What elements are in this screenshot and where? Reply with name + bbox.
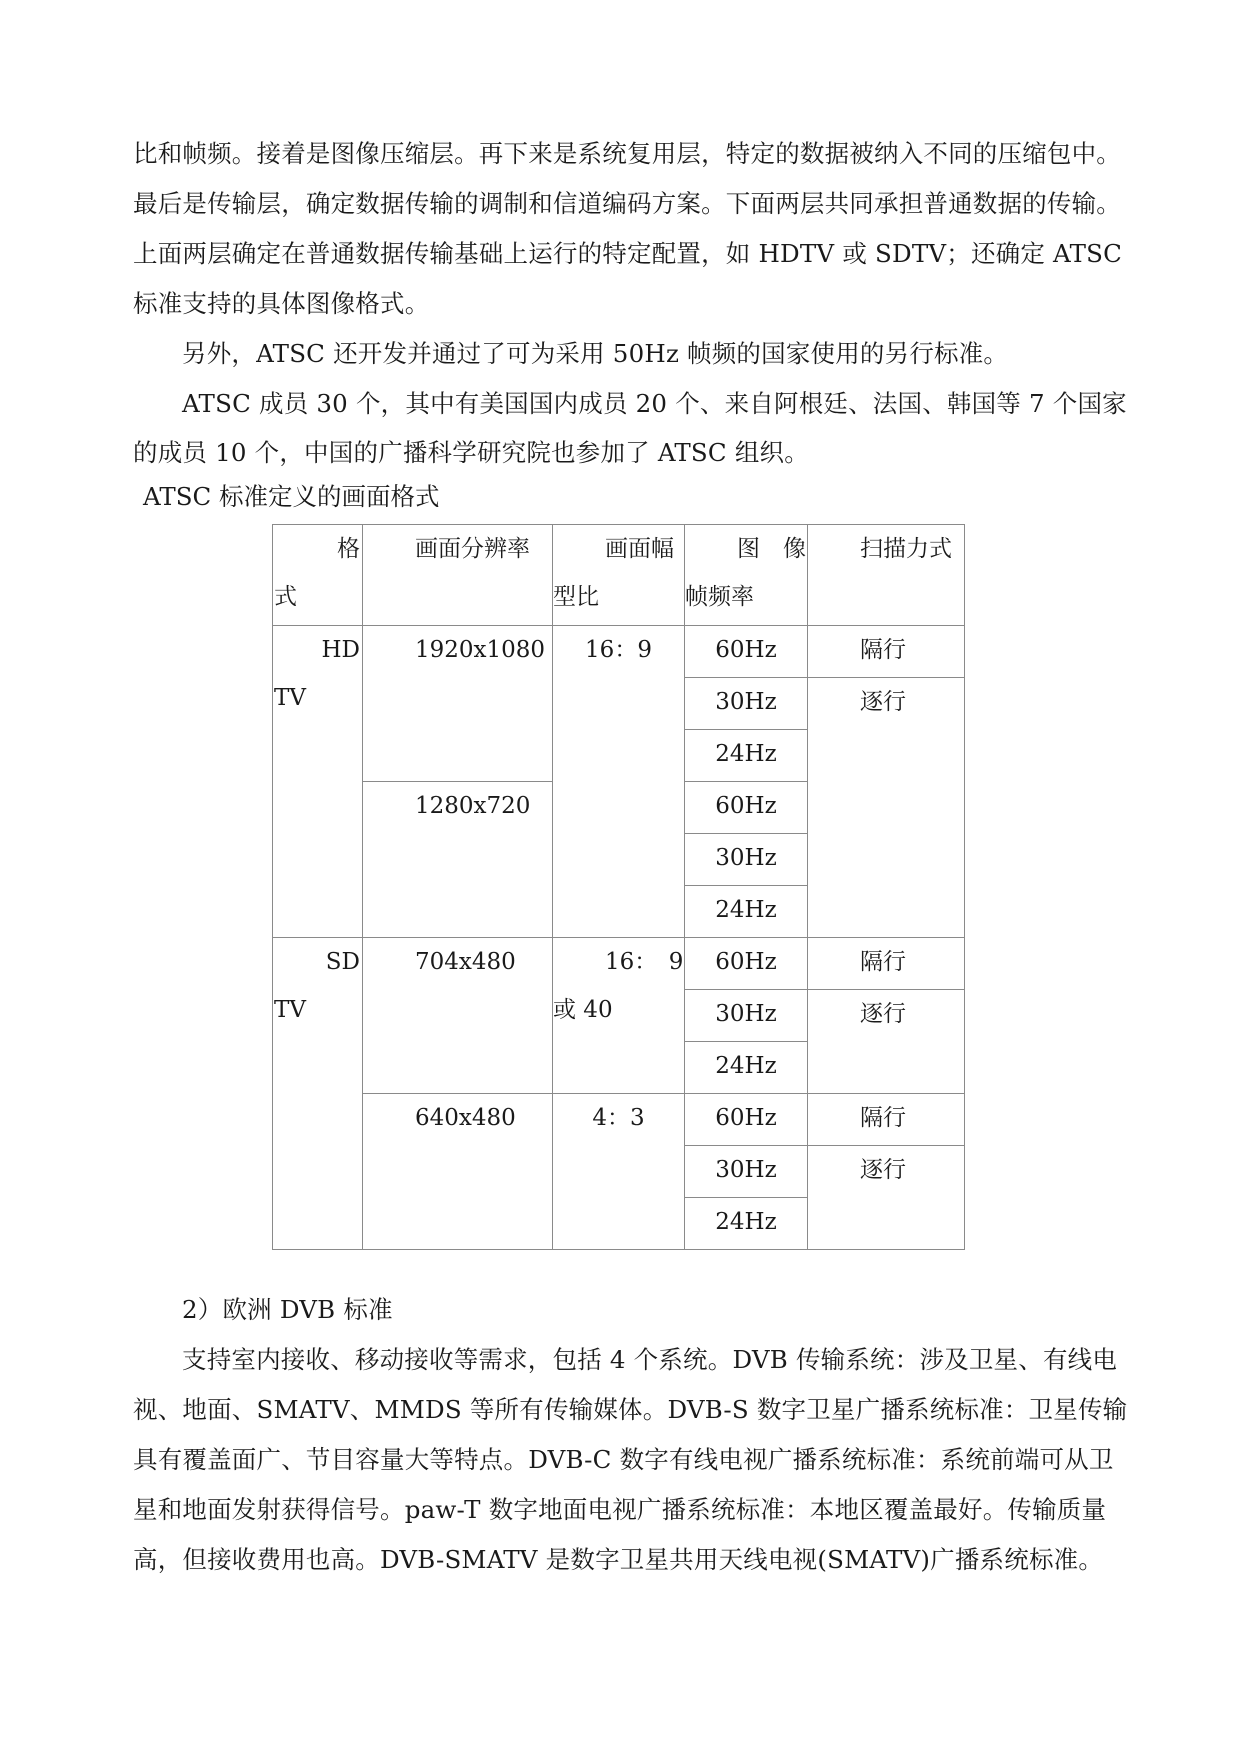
frame-rate-cell: 30Hz xyxy=(685,678,808,730)
paragraph-line: 视、地面、SMATV、MMDS 等所有传输媒体。DVB-S 数字卫星广播系统标准：卫星传输 xyxy=(133,1395,1128,1424)
header-format: 格 式 xyxy=(273,525,363,626)
paragraph-line: 星和地面发射获得信号。paw-T 数字地面电视广播系统标准：本地区覆盖最好。传输质量 xyxy=(133,1495,1107,1524)
table-row xyxy=(273,1094,965,1146)
scan-mode-cell: 隔行 xyxy=(808,1094,965,1146)
scan-mode-cell: 隔行 xyxy=(808,626,965,678)
table-row xyxy=(273,938,965,990)
table-row xyxy=(273,626,965,678)
frame-rate-cell: 60Hz xyxy=(685,938,808,990)
format-table xyxy=(272,524,965,1250)
frame-rate-cell: 24Hz xyxy=(685,1198,808,1250)
frame-rate-cell: 30Hz xyxy=(685,834,808,886)
paragraph-line: 比和帧频。接着是图像压缩层。再下来是系统复用层，特定的数据被纳入不同的压缩包中。 xyxy=(133,139,1121,168)
frame-rate-cell: 24Hz xyxy=(685,1042,808,1094)
resolution-cell: 704x480 xyxy=(363,938,553,1094)
scan-mode-cell: 逐行 xyxy=(808,1146,965,1250)
paragraph-line: 的成员 10 个，中国的广播科学研究院也参加了 ATSC 组织。 xyxy=(133,438,809,467)
paragraph-line: 另外，ATSC 还开发并通过了可为采用 50Hz 帧频的国家使用的另行标准。 xyxy=(182,339,1009,368)
header-scan-mode: 扫描力式 xyxy=(808,525,965,626)
paragraph-line: 最后是传输层，确定数据传输的调制和信道编码方案。下面两层共同承担普通数据的传输。 xyxy=(133,189,1121,218)
aspect-ratio-cell: 4：3 xyxy=(553,1094,685,1250)
frame-rate-cell: 24Hz xyxy=(685,886,808,938)
scan-mode-cell: 逐行 xyxy=(808,678,965,938)
frame-rate-cell: 24Hz xyxy=(685,730,808,782)
header-frame-rate: 图 像 帧频率 xyxy=(685,525,808,626)
frame-rate-cell: 60Hz xyxy=(685,1094,808,1146)
scan-mode-cell: 隔行 xyxy=(808,938,965,990)
resolution-cell: 1920x1080 xyxy=(363,626,553,782)
frame-rate-cell: 60Hz xyxy=(685,626,808,678)
table-header-row xyxy=(273,525,965,626)
paragraph-line: 支持室内接收、移动接收等需求，包括 4 个系统。DVB 传输系统：涉及卫星、有线电 xyxy=(182,1345,1118,1374)
header-aspect-ratio: 画面幅 型比 xyxy=(553,525,685,626)
paragraph-line: ATSC 成员 30 个，其中有美国国内成员 20 个、来自阿根廷、法国、韩国等 7 个国家 xyxy=(182,389,1127,418)
section-heading: 2）欧洲 DVB 标准 xyxy=(182,1295,393,1324)
frame-rate-cell: 30Hz xyxy=(685,1146,808,1198)
aspect-ratio-cell: 16：9 xyxy=(553,626,685,938)
resolution-cell: 640x480 xyxy=(363,1094,553,1250)
header-resolution: 画面分辨率 xyxy=(363,525,553,626)
paragraph-line: 具有覆盖面广、节目容量大等特点。DVB-C 数字有线电视广播系统标准：系统前端可从卫 xyxy=(133,1445,1114,1474)
paragraph-line: 上面两层确定在普通数据传输基础上运行的特定配置，如 HDTV 或 SDTV；还确定 ATSC xyxy=(133,239,1123,268)
aspect-ratio-cell: 16： 9 或 40 xyxy=(553,938,685,1094)
frame-rate-cell: 60Hz xyxy=(685,782,808,834)
paragraph-line: 高，但接收费用也高。DVB-SMATV 是数字卫星共用天线电视(SMATV)广播系统标准。 xyxy=(133,1545,1104,1574)
format-hdtv: HD TV xyxy=(273,626,363,938)
resolution-cell: 1280x720 xyxy=(363,782,553,938)
table-caption: ATSC 标准定义的画面格式 xyxy=(143,482,440,511)
format-sdtv: SD TV xyxy=(273,938,363,1250)
scan-mode-cell: 逐行 xyxy=(808,990,965,1094)
paragraph-line: 标准支持的具体图像格式。 xyxy=(133,289,430,318)
frame-rate-cell: 30Hz xyxy=(685,990,808,1042)
